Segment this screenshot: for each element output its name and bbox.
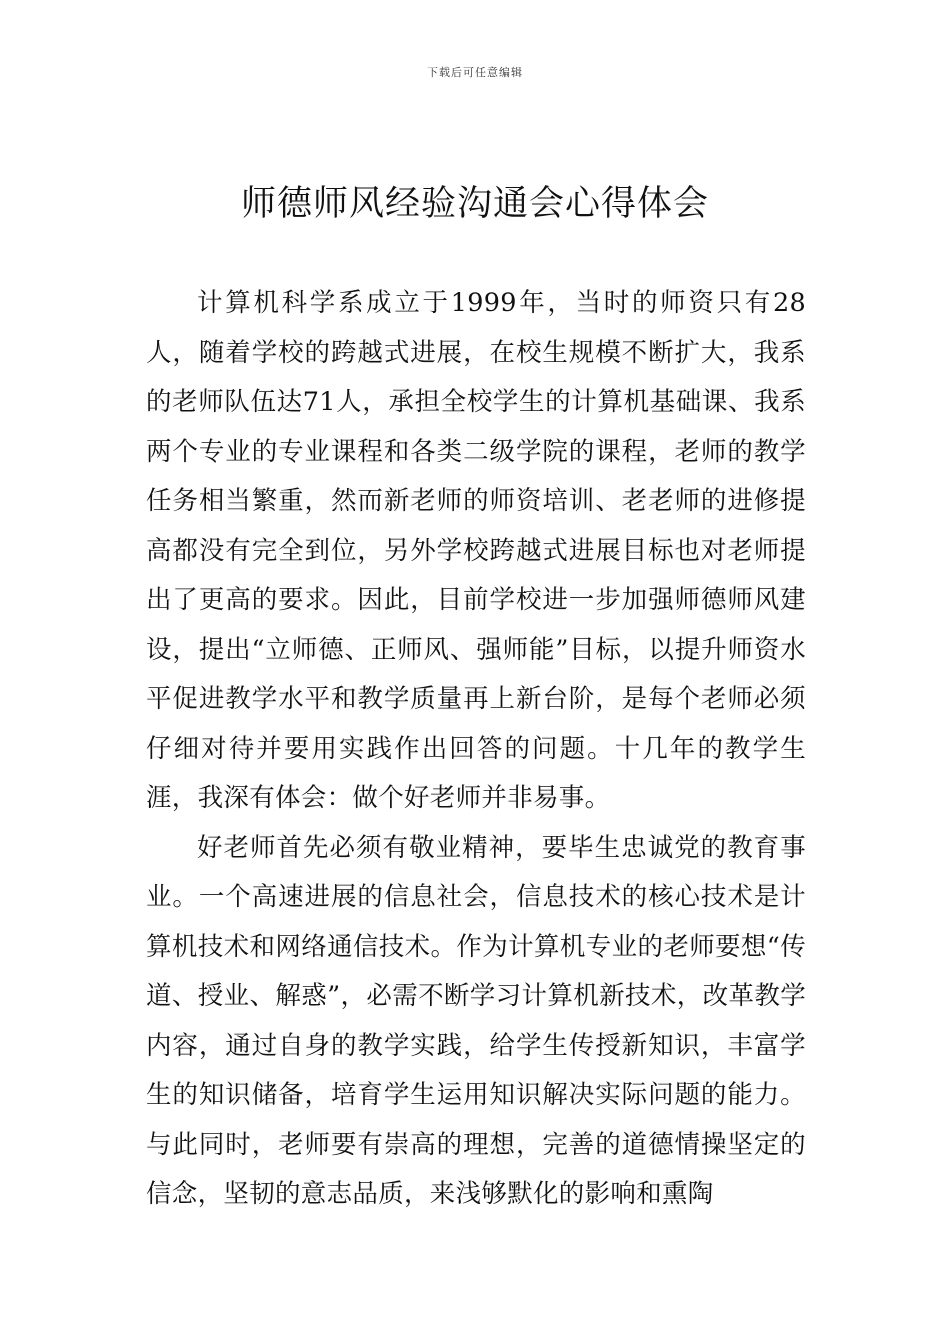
paragraph-1: 计算机科学系成立于1999年，当时的师资只有28人，随着学校的跨越式进展，在校生规模不断扩大，我系的老师队伍达71人，承担全校学生的计算机基础课、我系两个专业的专业课程和各类二级学院的课程，老师的教学任务相当繁重，然而新老师的师资培训、老老师的进修提高都没有完全到位，另外学校跨越式进展目标也对老师提出了更高的要求。因此，目前学校进一步加强师德师风建设，提出“立师德、正师风、强师能”目标，以提升师资水平促进教学水平和教学质量再上新台阶，是每个老师必须仔细对待并要用实践作出回答的问题。十几年的教学生涯，我深有体会：做个好老师并非易事。 <box>146 288 806 813</box>
document-title: 师德师风经验沟通会心得体会 <box>240 184 709 224</box>
paragraph-2: 好老师首先必须有敬业精神，要毕生忠诚党的教育事业。一个高速进展的信息社会，信息技术的核心技术是计算机技术和网络通信技术。作为计算机专业的老师要想“传道、授业、解惑”，必需不断学习计算机新技术，改革教学内容，通过自身的教学实践，给学生传授新知识，丰富学生的知识储备，培育学生运用知识解决实际问题的能力。与此同时，老师要有崇高的理想，完善的道德情操坚定的信念，坚韧的意志品质，来浅够默化的影响和熏陶 <box>146 832 806 1209</box>
header-note: 下载后可任意编辑 <box>427 66 523 79</box>
document-body <box>146 279 806 1220</box>
